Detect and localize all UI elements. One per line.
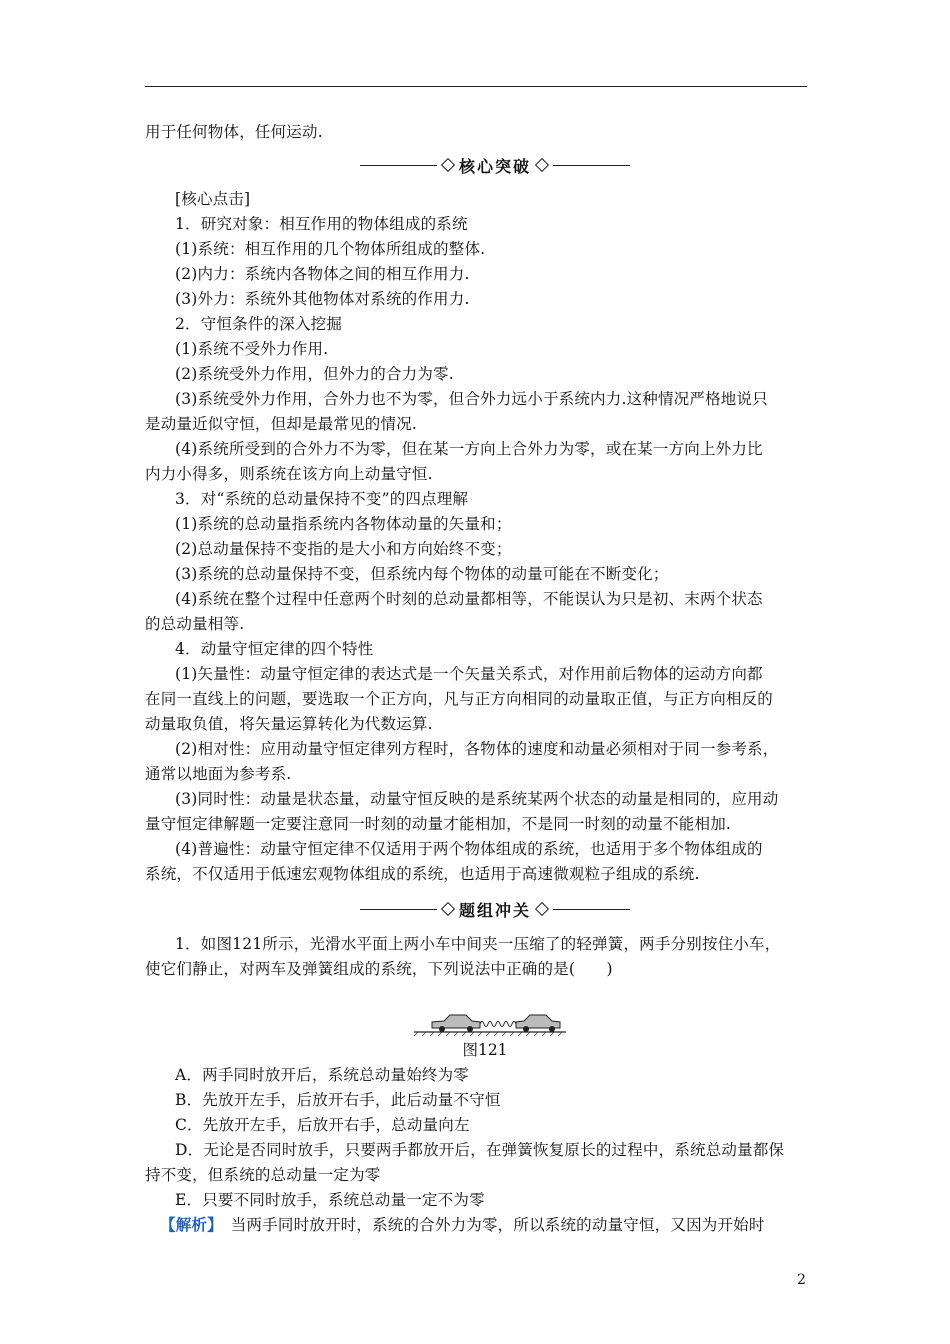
paragraph-line: 是动量近似守恒，但却是最常见的情况.: [145, 415, 418, 433]
option-c: C．先放开左手，后放开右手，总动量向左: [175, 1116, 470, 1134]
paragraph-line: (4)普遍性：动量守恒定律不仅适用于两个物体组成的系统，也适用于多个物体组成的: [175, 840, 763, 858]
option-b: B．先放开左手，后放开右手，此后动量不守恒: [175, 1091, 501, 1109]
paragraph-line: 量守恒定律解题一定要注意同一时刻的动量才能相加，不是同一时刻的动量不能相加.: [145, 815, 732, 833]
paragraph-line: (2)系统受外力作用，但外力的合力为零.: [175, 365, 454, 383]
option-d-continued: 持不变，但系统的总动量一定为零: [145, 1166, 381, 1184]
paragraph-line: 2．守恒条件的深入挖掘: [175, 315, 343, 333]
paragraph-line: (3)同时性：动量是状态量，动量守恒反映的是系统某两个状态的动量是相同的，应用动: [175, 790, 779, 808]
paragraph-line: 的总动量相等.: [145, 615, 245, 633]
paragraph-line: (1)系统不受外力作用.: [175, 340, 329, 358]
diamond-icon: [535, 158, 549, 172]
paragraph-line: [核心点击]: [175, 190, 251, 208]
section-title: 题组冲关: [459, 900, 532, 920]
option-a: A．两手同时放开后，系统总动量始终为零: [175, 1066, 469, 1084]
paragraph-line: (2)总动量保持不变指的是大小和方向始终不变；: [175, 540, 512, 558]
paragraph-line: 通常以地面为参考系.: [145, 765, 292, 783]
header-rule: [145, 86, 807, 87]
paragraph-line: (1)系统：相互作用的几个物体所组成的整体.: [175, 240, 486, 258]
analysis-text: 当两手同时放开时，系统的合外力为零，所以系统的动量守恒，又因为开始时: [215, 1216, 765, 1234]
option-d: D．无论是否同时放手，只要两手都放开后，在弹簧恢复原长的过程中，系统总动量都保: [175, 1141, 785, 1159]
heading-rule-right: [553, 165, 630, 166]
paragraph-line: (3)系统受外力作用，合外力也不为零，但合外力远小于系统内力.这种情况严格地说只: [175, 390, 768, 408]
heading-rule-left: [360, 909, 437, 910]
paragraph-line: 3．对“系统的总动量保持不变”的四点理解: [175, 490, 469, 508]
paragraph-line: (3)外力：系统外其他物体对系统的作用力.: [175, 290, 470, 308]
page-number: 2: [797, 1272, 806, 1288]
two-carts-spring-figure: [410, 1010, 570, 1036]
question-line: 1．如图121所示，光滑水平面上两小车中间夹一压缩了的轻弹簧，两手分别按住小车，: [175, 935, 781, 953]
paragraph-line: 内力小得多，则系统在该方向上动量守恒.: [145, 465, 433, 483]
section-title: 核心突破: [459, 156, 532, 176]
diamond-icon: [441, 902, 455, 916]
diamond-icon: [535, 902, 549, 916]
figure-caption: 图121: [462, 1041, 508, 1059]
paragraph-line: (1)矢量性：动量守恒定律的表达式是一个矢量关系式，对作用前后物体的运动方向都: [175, 665, 763, 683]
paragraph-line: (2)内力：系统内各物体之间的相互作用力.: [175, 265, 470, 283]
diamond-icon: [441, 158, 455, 172]
option-e: E．只要不同时放手，系统总动量一定不为零: [175, 1191, 485, 1209]
analysis-label: 【解析】: [160, 1215, 216, 1234]
paragraph-line: (4)系统在整个过程中任意两个时刻的总动量都相等，不能误认为只是初、末两个状态: [175, 590, 763, 608]
heading-rule-right: [553, 909, 630, 910]
paragraph-line: 1．研究对象：相互作用的物体组成的系统: [175, 215, 468, 233]
section-heading-core: [360, 153, 630, 177]
paragraph-line: 动量取负值，将矢量运算转化为代数运算.: [145, 715, 433, 733]
paragraph-line: 系统，不仅适用于低速宏观物体组成的系统，也适用于高速微观粒子组成的系统.: [145, 865, 700, 883]
paragraph-line: 4．动量守恒定律的四个特性: [175, 640, 374, 658]
continued-text: 用于任何物体，任何运动.: [145, 123, 323, 141]
analysis-line: [160, 1213, 810, 1237]
question-line: 使它们静止，对两车及弹簧组成的系统，下列说法中正确的是( ): [145, 960, 613, 978]
paragraph-line: (1)系统的总动量指系统内各物体动量的矢量和；: [175, 515, 512, 533]
paragraph-line: 在同一直线上的问题，要选取一个正方向，凡与正方向相同的动量取正值，与正方向相反的: [145, 690, 774, 708]
paragraph-line: (2)相对性：应用动量守恒定律列方程时，各物体的速度和动量必须相对于同一参考系，: [175, 740, 779, 758]
paragraph-line: (3)系统的总动量保持不变，但系统内每个物体的动量可能在不断变化；: [175, 565, 669, 583]
section-heading-exercises: [360, 897, 630, 921]
paragraph-line: (4)系统所受到的合外力不为零，但在某一方向上合外力为零，或在某一方向上外力比: [175, 440, 763, 458]
heading-rule-left: [360, 165, 437, 166]
